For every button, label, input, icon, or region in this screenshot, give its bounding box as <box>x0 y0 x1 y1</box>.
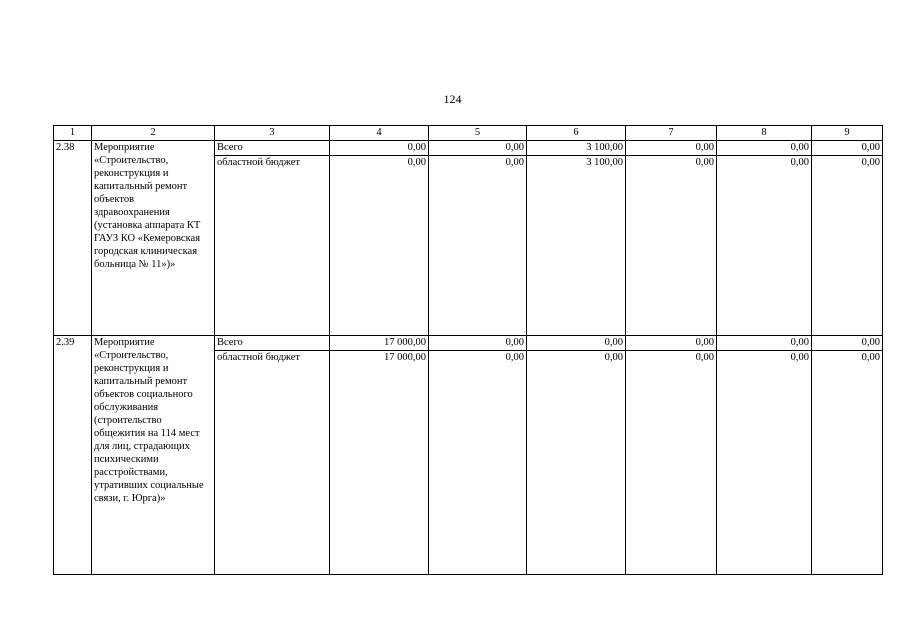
value-cell: 0,00 <box>626 141 717 156</box>
value-cell: 17 000,00 <box>330 336 429 351</box>
value-cell: 0,00 <box>812 336 883 351</box>
table-row <box>54 141 883 156</box>
value-cell: 0,00 <box>717 336 812 351</box>
funding-category: Всего <box>215 336 330 351</box>
value-cell: 0,00 <box>626 156 717 336</box>
value-cell: 0,00 <box>429 351 527 575</box>
budget-table <box>53 125 883 575</box>
column-header: 6 <box>527 126 626 141</box>
column-header: 9 <box>812 126 883 141</box>
value-cell: 0,00 <box>626 336 717 351</box>
value-cell: 0,00 <box>812 351 883 575</box>
value-cell: 0,00 <box>717 156 812 336</box>
value-cell: 0,00 <box>812 141 883 156</box>
value-cell: 0,00 <box>429 141 527 156</box>
page-number: 124 <box>443 92 462 106</box>
funding-category: областной бюджет <box>215 351 330 575</box>
value-cell: 0,00 <box>717 351 812 575</box>
column-header: 4 <box>330 126 429 141</box>
row-index: 2.39 <box>54 336 92 575</box>
table-row <box>54 336 883 351</box>
column-header: 3 <box>215 126 330 141</box>
column-header: 1 <box>54 126 92 141</box>
value-cell: 0,00 <box>626 351 717 575</box>
value-cell: 0,00 <box>330 156 429 336</box>
value-cell: 0,00 <box>429 336 527 351</box>
value-cell: 3 100,00 <box>527 141 626 156</box>
column-header: 2 <box>92 126 215 141</box>
column-header: 8 <box>717 126 812 141</box>
value-cell: 0,00 <box>330 141 429 156</box>
funding-category: Всего <box>215 141 330 156</box>
header-row <box>54 126 883 141</box>
value-cell: 0,00 <box>429 156 527 336</box>
row-description: Мероприятие «Строительство, реконструкция и капитальный ремонт объектов здравоохранения (установка аппарата КТ ГАУЗ КО «Кемеровская городская клиническая больница № 11»)» <box>92 141 215 336</box>
row-index: 2.38 <box>54 141 92 336</box>
value-cell: 17 000,00 <box>330 351 429 575</box>
column-header: 5 <box>429 126 527 141</box>
value-cell: 0,00 <box>527 351 626 575</box>
value-cell: 3 100,00 <box>527 156 626 336</box>
funding-category: областной бюджет <box>215 156 330 336</box>
value-cell: 0,00 <box>717 141 812 156</box>
value-cell: 0,00 <box>527 336 626 351</box>
value-cell: 0,00 <box>812 156 883 336</box>
column-header: 7 <box>626 126 717 141</box>
row-description: Мероприятие «Строительство, реконструкция и капитальный ремонт объектов социального обслуживания (строительство общежития на 114 мест для лиц, страдающих психическими расстройствами, утративших социальные связи, г. Юрга)» <box>92 336 215 575</box>
